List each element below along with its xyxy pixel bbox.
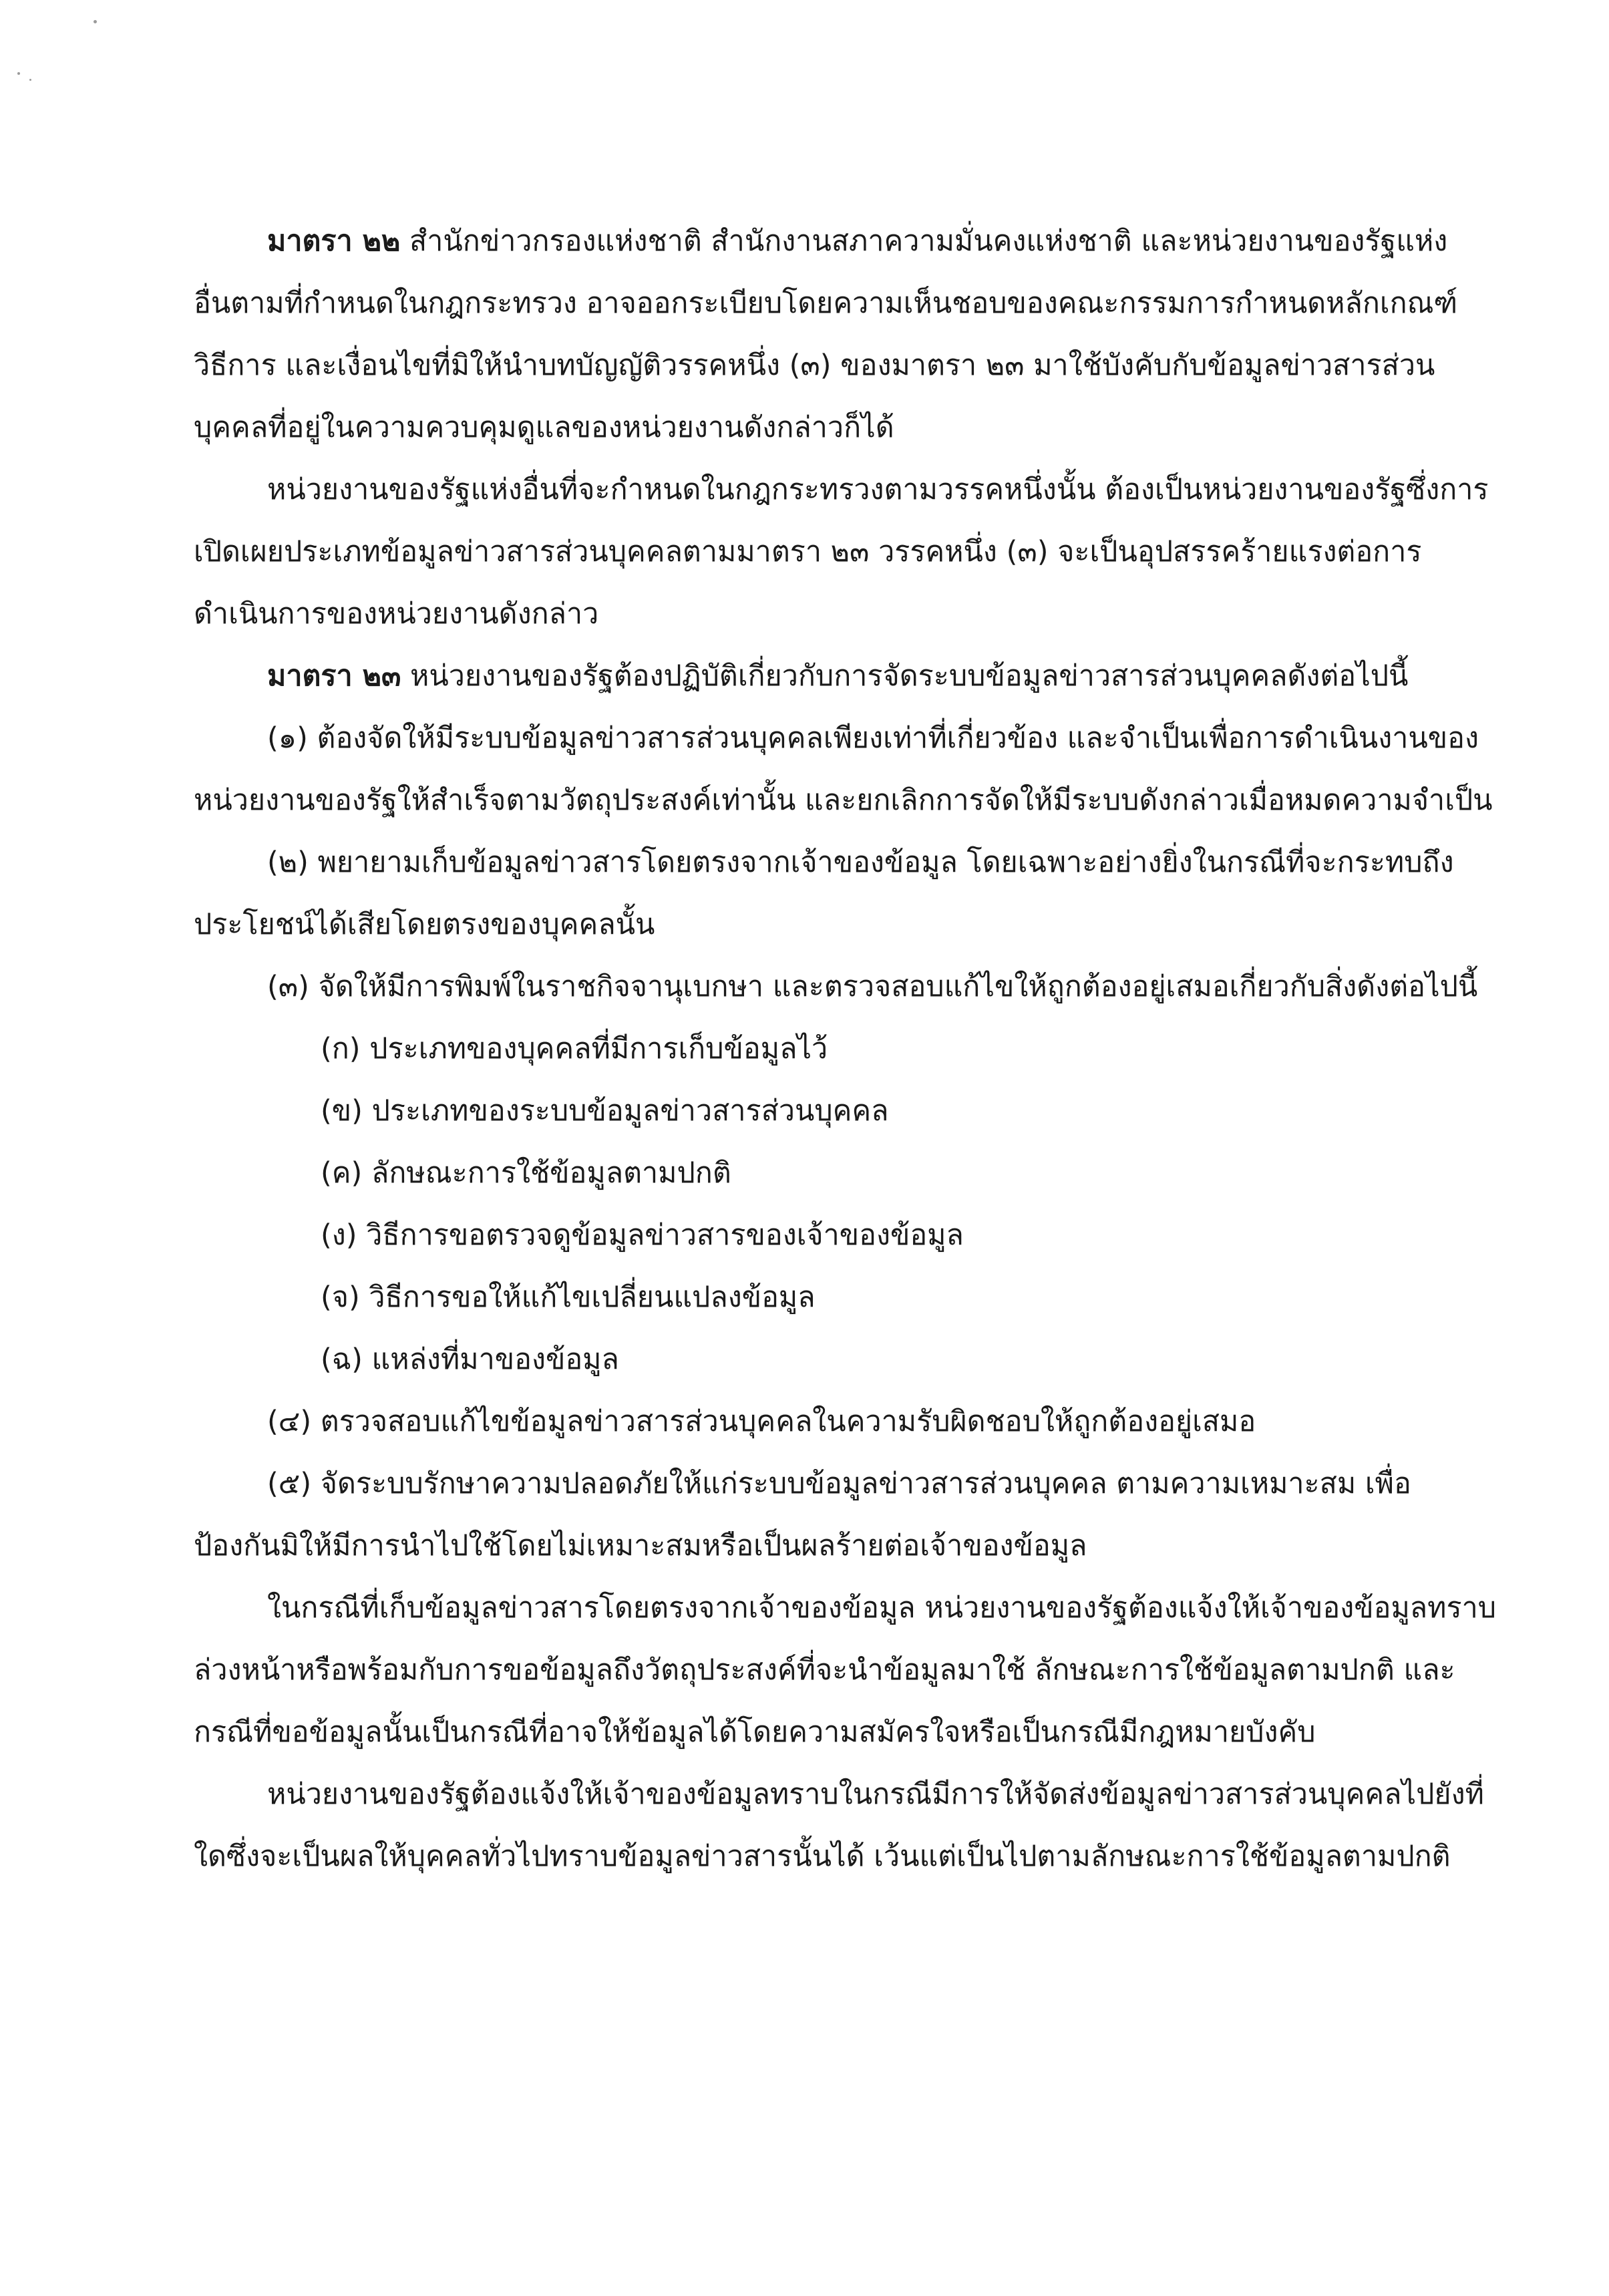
- text-line: เปิดเผยประเภทข้อมูลข่าวสารส่วนบุคคลตามมาตรา ๒๓ วรรคหนึ่ง (๓) จะเป็นอุปสรรคร้ายแรงต่อการ: [194, 535, 1422, 568]
- sub-item-ko: (ก) ประเภทของบุคคลที่มีการเก็บข้อมูลไว้: [321, 1032, 828, 1065]
- clause-5-line: (๕) จัดระบบรักษาความปลอดภัยให้แก่ระบบข้อมูลข่าวสารส่วนบุคคล ตามความเหมาะสม เพื่อ: [267, 1467, 1411, 1500]
- text-line: กรณีที่ขอข้อมูลนั้นเป็นกรณีที่อาจให้ข้อมูลได้โดยความสมัครใจหรือเป็นกรณีมีกฎหมายบังคับ: [194, 1715, 1316, 1749]
- section-22-heading-line: [194, 210, 1448, 273]
- text-line: ดำเนินการของหน่วยงานดังกล่าว: [194, 597, 599, 631]
- section-23-label: มาตรา ๒๓: [267, 659, 401, 693]
- section-22-text: สำนักข่าวกรองแห่งชาติ สำนักงานสภาความมั่นคงแห่งชาติ และหน่วยงานของรัฐแห่ง: [400, 224, 1448, 258]
- sub-item-cho-ching: (ฉ) แหล่งที่มาของข้อมูล: [321, 1343, 619, 1376]
- sub-item-ngo: (ง) วิธีการขอตรวจดูข้อมูลข่าวสารของเจ้าของข้อมูล: [321, 1218, 964, 1252]
- clause-1-line: (๑) ต้องจัดให้มีระบบข้อมูลข่าวสารส่วนบุคคลเพียงเท่าที่เกี่ยวข้อง และจำเป็นเพื่อการดำเนินงานของ: [267, 721, 1479, 755]
- sub-item-kho-khwai: (ค) ลักษณะการใช้ข้อมูลตามปกติ: [321, 1156, 731, 1190]
- document-body: [194, 210, 1497, 1888]
- sub-item-kho: (ข) ประเภทของระบบข้อมูลข่าวสารส่วนบุคคล: [321, 1094, 889, 1128]
- text-line: หน่วยงานของรัฐต้องแจ้งให้เจ้าของข้อมูลทราบในกรณีมีการให้จัดส่งข้อมูลข่าวสารส่วนบุคคลไปยังที่: [267, 1778, 1484, 1811]
- scan-speck: [17, 72, 20, 75]
- text-line: ในกรณีที่เก็บข้อมูลข่าวสารโดยตรงจากเจ้าของข้อมูล หน่วยงานของรัฐต้องแจ้งให้เจ้าของข้อมูลทราบ: [267, 1591, 1497, 1625]
- text-line: ใดซึ่งจะเป็นผลให้บุคคลทั่วไปทราบข้อมูลข่าวสารนั้นได้ เว้นแต่เป็นไปตามลักษณะการใช้ข้อมูลตามปกติ: [194, 1840, 1451, 1873]
- text-line: หน่วยงานของรัฐแห่งอื่นที่จะกำหนดในกฎกระทรวงตามวรรคหนึ่งนั้น ต้องเป็นหน่วยงานของรัฐซึ่งการ: [267, 473, 1489, 506]
- text-line: หน่วยงานของรัฐให้สำเร็จตามวัตถุประสงค์เท่านั้น และยกเลิกการจัดให้มีระบบดังกล่าวเมื่อหมดความจำเป็น: [194, 784, 1493, 817]
- text-line: บุคคลที่อยู่ในความควบคุมดูแลของหน่วยงานดังกล่าวก็ได้: [194, 411, 894, 444]
- scan-speck: [29, 79, 31, 81]
- text-line: ล่วงหน้าหรือพร้อมกับการขอข้อมูลถึงวัตถุประสงค์ที่จะนำข้อมูลมาใช้ ลักษณะการใช้ข้อมูลตามปกติ และ: [194, 1653, 1455, 1687]
- text-line: อื่นตามที่กำหนดในกฎกระทรวง อาจออกระเบียบโดยความเห็นชอบของคณะกรรมการกำหนดหลักเกณฑ์: [194, 287, 1458, 320]
- clause-2-line: (๒) พยายามเก็บข้อมูลข่าวสารโดยตรงจากเจ้าของข้อมูล โดยเฉพาะอย่างยิ่งในกรณีที่จะกระทบถึง: [267, 846, 1454, 879]
- section-23-text: หน่วยงานของรัฐต้องปฏิบัติเกี่ยวกับการจัดระบบข้อมูลข่าวสารส่วนบุคคลดังต่อไปนี้: [401, 659, 1409, 693]
- section-23-heading-line: [194, 645, 1429, 707]
- text-line: วิธีการ และเงื่อนไขที่มิให้นำบทบัญญัติวรรคหนึ่ง (๓) ของมาตรา ๒๓ มาใช้บังคับกับข้อมูลข่าวสารส่วน: [194, 349, 1435, 382]
- clause-4-line: (๔) ตรวจสอบแก้ไขข้อมูลข่าวสารส่วนบุคคลในความรับผิดชอบให้ถูกต้องอยู่เสมอ: [267, 1405, 1256, 1438]
- sub-item-cho: (จ) วิธีการขอให้แก้ไขเปลี่ยนแปลงข้อมูล: [321, 1281, 816, 1314]
- text-line: ป้องกันมิให้มีการนำไปใช้โดยไม่เหมาะสมหรือเป็นผลร้ายต่อเจ้าของข้อมูล: [194, 1529, 1087, 1563]
- text-line: ประโยชน์ได้เสียโดยตรงของบุคคลนั้น: [194, 908, 655, 941]
- clause-3-line: (๓) จัดให้มีการพิมพ์ในราชกิจจานุเบกษา และตรวจสอบแก้ไขให้ถูกต้องอยู่เสมอเกี่ยวกับสิ่งดังต่อไปนี้: [267, 970, 1478, 1003]
- scan-speck: [94, 20, 97, 23]
- section-22-label: มาตรา ๒๒: [267, 224, 401, 258]
